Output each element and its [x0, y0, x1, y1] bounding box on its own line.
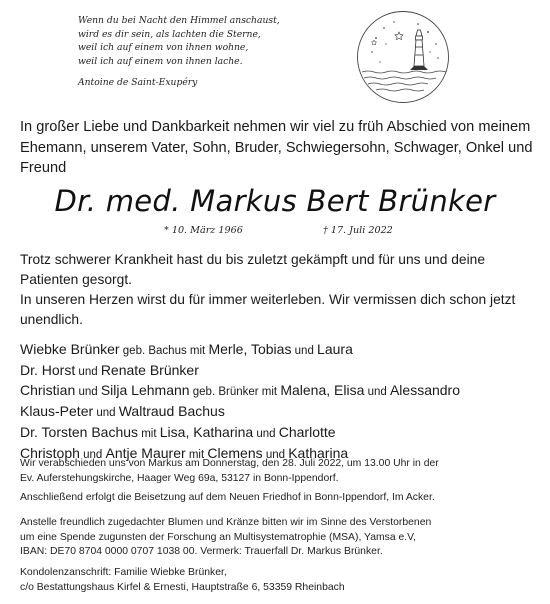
family-row — [20, 381, 535, 402]
donation-line: um eine Spende zugunsten der Forschung an Multisystematrophie (MSA), Yamsa e.V, — [20, 531, 417, 543]
family-member-name: Silja Lehmann — [100, 382, 190, 399]
ceremony-line: Ev. Auferstehungskirche, Haager Weg 69a, 53127 in Bonn-Ippendorf. — [20, 472, 339, 484]
quote-line: weil ich auf einem von ihnen wohne, — [78, 42, 249, 53]
family-connector: und — [253, 427, 279, 440]
quote-line: Wenn du bei Nacht den Himmel anschaust, — [78, 15, 280, 26]
family-connector: und — [75, 365, 101, 378]
intro-text: In großer Liebe und Dankbarkeit nehmen wir viel zu früh Abschied von meinem Ehemann, unserem Vater, Sohn, Bruder, Schwiegersohn, Schwager, Onkel und Freund — [20, 119, 533, 176]
family-member-name: Wiebke Brünker — [20, 341, 120, 357]
burial-info — [20, 491, 532, 506]
family-member-name: Alessandro — [389, 382, 460, 399]
family-connector: und — [75, 386, 101, 399]
quote-line: wird es dir sein, als lachten die Sterne, — [78, 28, 261, 40]
family-row — [20, 361, 535, 382]
message-paragraph: Trotz schwerer Krankheit hast du bis zuletzt gekämpft und für uns und deine Patienten gesorgt. — [20, 252, 485, 287]
family-member-name: Dr. Torsten Bachus — [20, 423, 139, 440]
family-member-name: Christian — [20, 382, 76, 399]
family-row — [20, 340, 535, 361]
family-member-name: Christoph — [20, 444, 80, 461]
family-member-name: Laura — [317, 341, 353, 357]
family-connector: mit — [185, 448, 208, 461]
deceased-name: Dr. med. Markus Bert Brünker — [54, 184, 496, 218]
donation-info — [20, 516, 532, 560]
family-member-name: Charlotte — [278, 423, 336, 440]
family-list — [20, 340, 535, 464]
family-member-name: Renate Brünker — [100, 361, 199, 378]
message-paragraph: In unseren Herzen wirst du für immer weiterleben. Wir vermissen dich schon jetzt unendlich. — [20, 292, 516, 327]
ceremony-line: Wir verabschieden uns von Markus am Donnerstag, den 28. Juli 2022, um 13.00 Uhr in der — [20, 458, 439, 469]
donation-line: Anstelle freundlich zugedachter Blumen und Kränze bitten wir im Sinne des Verstorbenen — [20, 517, 432, 528]
family-connector: und — [291, 345, 318, 357]
donation-line: IBAN: DE70 8704 0000 0707 1038 00. Vermerk: Trauerfall Dr. Markus Brünker. — [20, 546, 383, 558]
family-connector: und — [79, 448, 106, 461]
family-row — [20, 423, 535, 444]
address-line: Kondolenzanschrift: Familie Wiebke Brünker, — [20, 567, 227, 578]
condolence-address — [20, 566, 532, 595]
family-member-name: Klaus-Peter — [20, 403, 94, 420]
quote-author: Antoine de Saint-Exupéry — [78, 77, 198, 88]
burial-line: Anschließend erfolgt die Beisetzung auf dem Neuen Friedhof in Bonn-Ippendorf, Im Acker. — [20, 492, 435, 503]
death-date: † 17. Juli 2022 — [323, 225, 393, 236]
family-member-name: Malena, Elisa — [280, 382, 365, 399]
family-connector: und — [93, 407, 119, 420]
quote-line: weil ich auf einem von ihnen lache. — [78, 55, 243, 67]
family-member-name: Antje Maurer — [105, 444, 186, 461]
family-connector: geb. Brünker mit — [189, 386, 281, 399]
quote-block — [78, 14, 378, 90]
family-connector: und — [364, 386, 390, 399]
family-connector: mit — [138, 427, 160, 440]
family-member-name: Waltraud Bachus — [118, 403, 225, 420]
family-member-name: Clemens — [207, 444, 263, 461]
ceremony-info — [20, 457, 532, 486]
family-row — [20, 402, 535, 423]
birth-date: * 10. März 1966 — [164, 225, 243, 236]
family-member-name: Lisa, Katharina — [159, 423, 254, 440]
family-member-name: Katharina — [288, 444, 349, 461]
family-connector: geb. Bachus mit — [119, 345, 209, 357]
family-member-name: Dr. Horst — [20, 361, 76, 378]
family-connector: und — [262, 448, 289, 461]
address-line: c/o Bestattungshaus Kirfel & Ernesti, Hauptstraße 6, 53359 Rheinbach — [20, 581, 345, 593]
lighthouse-icon — [356, 10, 450, 104]
family-member-name: Merle, Tobias — [208, 341, 292, 357]
